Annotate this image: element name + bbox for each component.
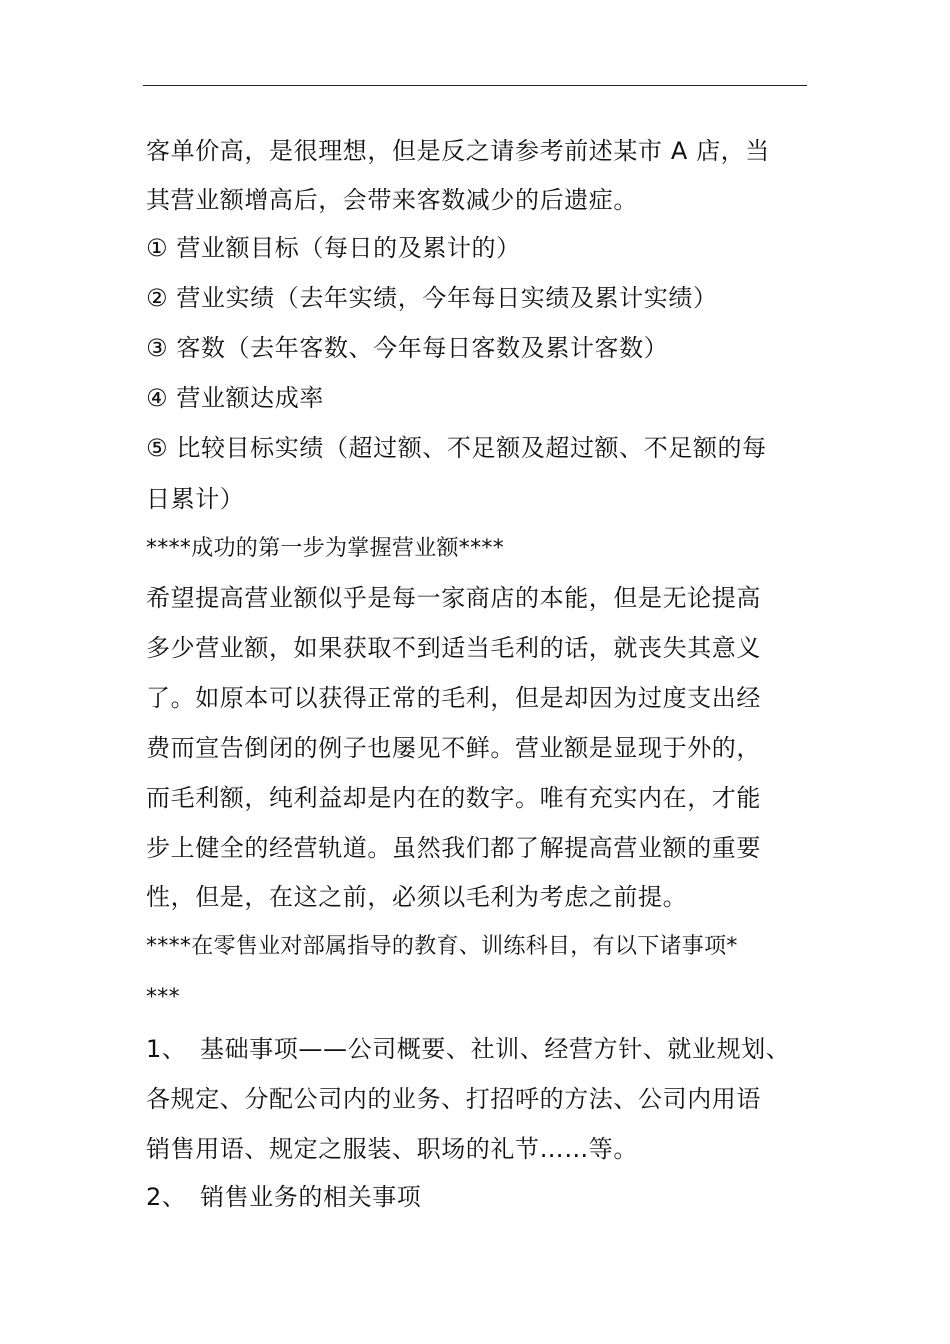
section-heading: ****在零售业对部属指导的教育、训练科目，有以下诸事项* <box>146 934 738 959</box>
paragraph-line: 了。如原本可以获得正常的毛利，但是却因为过度支出经 <box>146 684 761 712</box>
list-item-achievement-rate: ④ 营业额达成率 <box>146 384 324 412</box>
list-item-results: ② 营业实绩（去年实绩，今年每日实绩及累计实绩） <box>146 284 718 312</box>
item-text: 销售业务的相关事项 <box>200 1183 422 1211</box>
list-item-comparison-cont: 日累计） <box>146 485 245 513</box>
numbered-item-basics-cont: 各规定、分配公司内的业务、打招呼的方法、公司内用语 <box>146 1085 761 1113</box>
paragraph-line: 步上健全的经营轨道。虽然我们都了解提高营业额的重要 <box>146 834 761 862</box>
item-number: 1、 <box>146 1035 187 1063</box>
paragraph-line: 希望提高营业额似乎是每一家商店的本能，但是无论提高 <box>146 584 761 612</box>
text-line: 其营业额增高后，会带来客数减少的后遗症。 <box>146 186 638 214</box>
paragraph-line: 多少营业额，如果获取不到适当毛利的话，就丧失其意义 <box>146 634 761 662</box>
section-heading: ****成功的第一步为掌握营业额**** <box>146 536 505 561</box>
numbered-item-sales <box>146 1182 836 1212</box>
list-item-target: ① 营业额目标（每日的及累计的） <box>146 234 521 262</box>
numbered-item-basics-cont: 销售用语、规定之服装、职场的礼节……等。 <box>146 1135 638 1163</box>
paragraph-line: 费而宣告倒闭的例子也屡见不鲜。营业额是显现于外的， <box>146 734 761 762</box>
paragraph-line: 而毛利额，纯利益却是内在的数字。唯有充实内在，才能 <box>146 784 761 812</box>
header-rule <box>143 85 807 86</box>
item-number: 2、 <box>146 1183 187 1211</box>
section-heading-cont: *** <box>146 985 180 1010</box>
list-item-customer-count: ③ 客数（去年客数、今年每日客数及累计客数） <box>146 334 669 362</box>
text-line: 客单价高，是很理想，但是反之请参考前述某市 A 店，当 <box>146 137 770 165</box>
item-text: 基础事项——公司概要、社训、经营方针、就业规划、 <box>200 1035 791 1063</box>
paragraph-line: 性，但是，在这之前，必须以毛利为考虑之前提。 <box>146 883 688 911</box>
numbered-item-basics <box>146 1034 836 1064</box>
list-item-comparison: ⑤ 比较目标实绩（超过额、不足额及超过额、不足额的每 <box>146 434 767 462</box>
